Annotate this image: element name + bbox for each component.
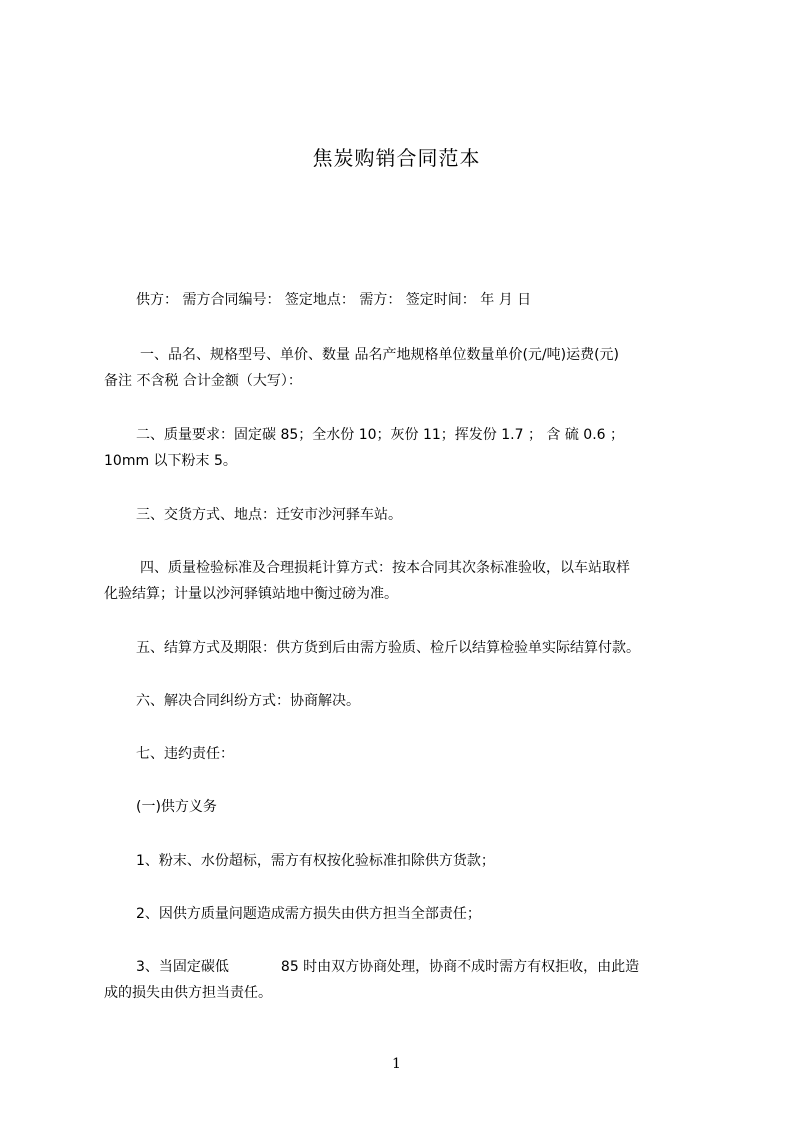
section-1-line-1: 一、品名、规格型号、单价、数量 品名产地规格单位数量单价(元/吨)运费(元) (140, 347, 620, 363)
section-4-line-1: 四、质量检验标准及合理损耗计算方式：按本合同其次条标准验收，以车站取样 (140, 560, 630, 576)
obligation-item-3-line-1 (104, 957, 736, 977)
section-5: 五、结算方式及期限：供方货到后由需方验质、检斤以结算检验单实际结算付款。 (136, 640, 640, 656)
obligation-item-3-part-1: 3、当固定碳低 (136, 959, 229, 975)
section-7: 七、违约责任： (136, 746, 234, 762)
obligation-item-1: 1、粉末、水份超标，需方有权按化验标准扣除供方货款； (136, 853, 495, 869)
section-7-subheading: (一)供方义务 (136, 799, 217, 815)
section-4-line-2: 化验结算；计量以沙河驿镇站地中衡过磅为准。 (104, 586, 398, 602)
document-title: 焦炭购销合同范本 (312, 146, 481, 170)
obligation-item-2: 2、因供方质量问题造成需方损失由供方担当全部责任； (136, 906, 481, 922)
section-3: 三、交货方式、地点：迁安市沙河驿车站。 (136, 507, 402, 523)
obligation-item-3-part-2: 85 时由双方协商处理，协商不成时需方有权拒收，由此造 (280, 959, 640, 975)
page-number: 1 (392, 1056, 401, 1072)
section-1-line-2: 备注 不含税 合计金额（大写）： (104, 373, 302, 389)
section-2-line-1: 二、质量要求：固定碳 85；全水份 10；灰份 11；挥发份 1.7 ； 含 硫 0.6 ； (136, 427, 625, 443)
section-6: 六、解决合同纠纷方式：协商解决。 (136, 693, 360, 709)
section-2-line-2: 10mm 以下粉末 5。 (104, 453, 237, 469)
obligation-item-3-line-2: 成的损失由供方担当责任。 (104, 985, 272, 1001)
header-line: 供方： 需方合同编号： 签定地点： 需方： 签定时间： 年 月 日 (136, 292, 532, 308)
